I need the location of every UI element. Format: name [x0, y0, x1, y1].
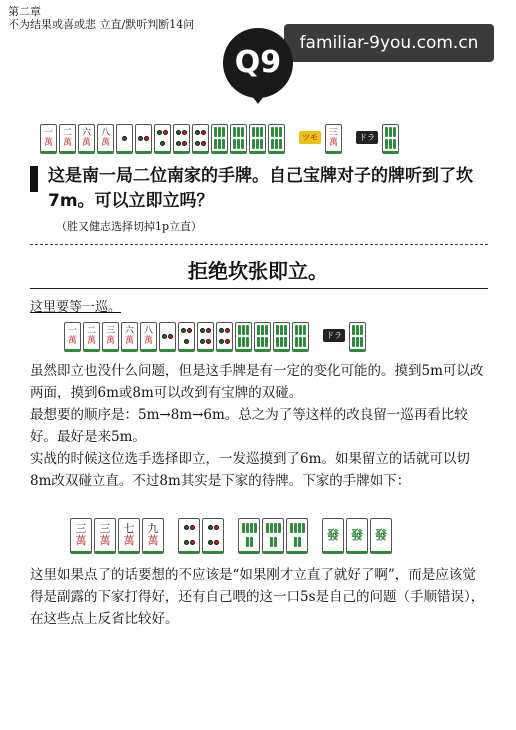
divider-dashed [30, 244, 488, 245]
watermark-banner: familiar-9you.com.cn [284, 24, 494, 62]
dora-tag: ドラ [323, 329, 345, 342]
pin-tile [159, 322, 176, 352]
hatsu-tile: 發 [346, 518, 368, 554]
sou-tile [349, 322, 366, 352]
man-tile: 九 萬 [142, 518, 164, 554]
pin-tile [197, 322, 214, 352]
sou-tile [230, 124, 247, 154]
opponent-pin-tiles [178, 518, 226, 554]
question-badge: Q9 [223, 28, 293, 98]
chapter-label: 第二章 [8, 5, 41, 18]
pin-tile [173, 124, 190, 154]
pin-tile [178, 518, 200, 554]
answer-heading: 拒绝坎张即立。 [188, 259, 328, 283]
man-tile: 一 萬 [64, 322, 81, 352]
paragraph-2: 最想要的顺序是：5m→8m→6m。总之为了等这样的改良留一巡再看比较好。最好是来5m。 [30, 407, 468, 445]
paragraph-1: 虽然即立也没什么问题，但是这手牌是有一定的变化可能的。摸到5m可以改两面，摸到6m或8m可以改到有宝牌的双碰。 [30, 363, 484, 401]
sou-tile [292, 322, 309, 352]
hand-tiles [40, 124, 287, 154]
opponent-man-tiles [70, 518, 166, 554]
man-tile: 三 萬 [102, 322, 119, 352]
sou-tile [273, 322, 290, 352]
man-tile: 二 萬 [83, 322, 100, 352]
paragraph-4: 这里如果点了的话要想的不应该是“如果刚才立直了就好了啊”，而是应该觉得是副露的下家打得好，还有自己喂的这一口5s是自己的问题（手顺错误），在这些点上反省比较好。 [30, 567, 485, 627]
question-marker [30, 166, 38, 192]
hatsu-tile: 發 [322, 518, 344, 554]
man-tile: 八 萬 [140, 322, 157, 352]
divider-solid [30, 288, 488, 289]
sou-tile [238, 518, 260, 554]
man-tile: 一 萬 [40, 124, 57, 154]
pin-tile [154, 124, 171, 154]
opponent-sou-tiles [238, 518, 310, 554]
pin-tile [202, 518, 224, 554]
sou-tile [211, 124, 228, 154]
lead-text: 这里要等一巡。 [30, 300, 122, 315]
hand-tiles-row1 [40, 124, 401, 154]
pin-tile [216, 322, 233, 352]
pin-tile [116, 124, 133, 154]
dora-tile [382, 124, 401, 154]
question-note: （胜又健志选择切掉1p立直） [56, 220, 203, 233]
question-text: 这是南一局二位南家的手牌。自己宝牌对子的牌听到了坎7m。可以立即立吗？ [48, 166, 473, 211]
dora-tag: ドラ [356, 131, 378, 144]
hand-tiles-row2 [64, 322, 368, 352]
man-tile: 三 萬 [325, 124, 342, 154]
tsumo-tag: ツモ [299, 131, 321, 144]
hatsu-tile: 發 [370, 518, 392, 554]
sou-tile [254, 322, 271, 352]
man-tile: 七 萬 [118, 518, 140, 554]
hand-tiles [64, 322, 311, 352]
paragraph-3: 实战的时候这位选手选择即立，一发巡摸到了6m。如果留立的话就可以切8m改双碰立直。不过8m其实是下家的待牌。下家的手牌如下： [30, 451, 470, 489]
chapter-subtitle: 不为结果或喜或悲 立直/默听判断14问 [8, 18, 195, 31]
sou-tile [382, 124, 399, 154]
man-tile: 三 萬 [70, 518, 92, 554]
drawn-tile [325, 124, 344, 154]
question-badge-tail [249, 92, 267, 104]
sou-tile [249, 124, 266, 154]
pin-tile [135, 124, 152, 154]
man-tile: 二 萬 [59, 124, 76, 154]
opponent-tiles-row [70, 518, 394, 554]
man-tile: 六 萬 [78, 124, 95, 154]
pin-tile [192, 124, 209, 154]
opponent-called-tiles [322, 518, 394, 554]
sou-tile [268, 124, 285, 154]
pin-tile [178, 322, 195, 352]
man-tile: 三 萬 [94, 518, 116, 554]
man-tile: 六 萬 [121, 322, 138, 352]
sou-tile [286, 518, 308, 554]
sou-tile [262, 518, 284, 554]
man-tile: 八 萬 [97, 124, 114, 154]
dora-tile [349, 322, 368, 352]
sou-tile [235, 322, 252, 352]
